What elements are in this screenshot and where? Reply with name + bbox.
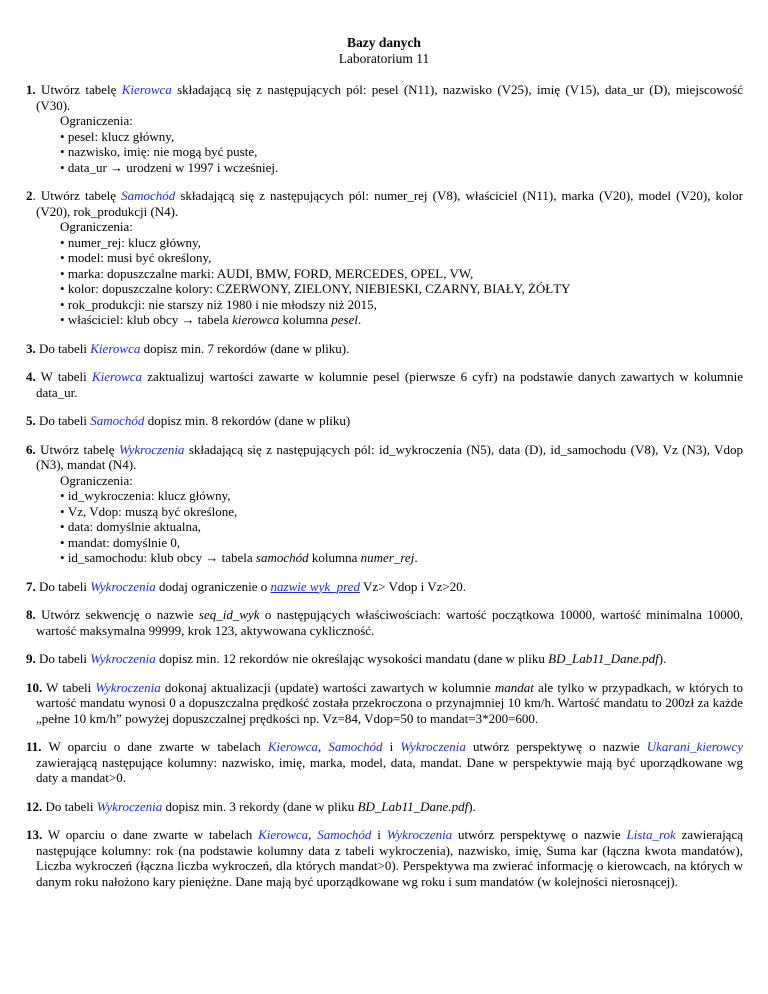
- task-number: 13.: [26, 827, 43, 842]
- constraint-item: • pesel: klucz główny,: [60, 129, 743, 145]
- constraint-item: • rok_produkcji: nie starszy niż 1980 i nie młodszy niż 2015,: [60, 297, 743, 313]
- task-number: 5.: [26, 413, 36, 428]
- task-8: [26, 607, 743, 638]
- text: id_samochodu: klub obcy → tabela: [67, 550, 256, 565]
- text: ,: [317, 739, 329, 754]
- table-name: Wykroczenia: [90, 651, 156, 666]
- text: kolumna: [308, 550, 361, 565]
- text: Utwórz tabelę: [35, 82, 122, 97]
- text: i: [382, 739, 401, 754]
- text: ).: [468, 798, 476, 814]
- text: kierowca: [232, 312, 280, 327]
- text: Do tabeli: [35, 578, 91, 594]
- table-name: Wykroczenia: [95, 679, 161, 695]
- constraints-label: Ograniczenia:: [60, 113, 133, 128]
- text: Do tabeli: [35, 651, 91, 666]
- table-name: Samochód: [121, 188, 176, 203]
- task-6: [26, 442, 743, 566]
- file-name: BD_Lab11_Dane.pdf: [357, 798, 469, 814]
- task-number: 10.: [26, 679, 43, 695]
- task-5-text: [26, 413, 743, 429]
- constraint-item: [60, 550, 743, 566]
- text: składającą się z następujących pól: numer_rej (V8), właściciel (N11), marka (V20), model (V20), kolor (V20), rok_produkcji (N4).: [36, 188, 743, 219]
- task-10: [26, 680, 743, 727]
- table-name: Kierowca: [90, 340, 141, 356]
- task-number: 12.: [26, 798, 43, 814]
- task-5: [26, 413, 743, 429]
- task-number: 9.: [26, 651, 36, 666]
- task-number: 1.: [26, 82, 36, 97]
- text: W tabeli: [35, 369, 92, 384]
- task-number: 4.: [26, 369, 36, 384]
- text: .: [414, 550, 418, 565]
- table-name: Wykroczenia: [96, 798, 163, 814]
- text: Vz> Vdop i Vz>20.: [359, 578, 466, 594]
- constraint-item: • marka: dopuszczalne marki: AUDI, BMW, FORD, MERCEDES, OPEL, VW,: [60, 266, 743, 282]
- constraint-item: • nazwisko, imię: nie mogą być puste,: [60, 144, 743, 160]
- text: ale tylko w przypadkach, w których to wartość mandatu wynosi 0 a dopuszczalna prędkość została przekroczona o przynajmniej 10 km/h. Wartość mandatu to 200zł za każde „pełne 10 km/h” powyżej dopuszczalnej prędkości np. Vz=84, Vdop=50 to mandat=3*200=600.: [36, 679, 743, 726]
- task-9-text: [26, 651, 743, 667]
- text: zawierającą następujące kolumny: nazwisko, imię, marka, model, data, mandat. Dane w perspektywie mają być uporządkowane wg daty a mandat>0.: [36, 754, 743, 785]
- task-8-text: [26, 607, 743, 638]
- text: . Utwórz tabelę: [32, 188, 122, 203]
- text: dopisz min. 8 rekordów (dane w pliku): [144, 413, 351, 428]
- task-4-text: [26, 369, 743, 400]
- text: Do tabeli: [35, 340, 91, 356]
- constraint-item: • model: musi być określony,: [60, 250, 743, 266]
- view-name: Lista_rok: [626, 827, 676, 842]
- text: zawierającą następujące kolumny: rok (na podstawie kolumny data z tabeli wykroczenia), nazwisko, imię, Suma kar (łączna kwota mandatów), Liczba wykroczeń (łączna liczba wykroczeń, dla których mandat>0). Perspektywa ma zwierać informację o kierowcach, na których w danym roku nałożono kary pieniężne. Dane mają być uporządkowane wg roku i sum mandatów (w kolejności nierosnącej).: [36, 827, 743, 889]
- task-number: 6.: [26, 441, 36, 457]
- constraints: [60, 219, 743, 328]
- table-name: Kierowca: [267, 739, 318, 754]
- table-name: Samochód: [90, 413, 145, 428]
- constraints: [60, 113, 743, 175]
- task-number: 2: [26, 188, 33, 203]
- document-title: Bazy danych: [347, 35, 421, 50]
- constraint-name: nazwie wyk_pred: [270, 578, 360, 594]
- task-10-text: [26, 680, 743, 727]
- task-3: [26, 341, 743, 357]
- text: utwórz perspektywę o nazwie: [465, 739, 647, 754]
- text: numer_rej: [360, 550, 415, 565]
- text: W oparciu o dane zwarte w tabelach: [42, 827, 259, 842]
- document-subtitle: Laboratorium 11: [338, 51, 430, 66]
- task-number: 8.: [26, 607, 36, 622]
- table-name: Wykroczenia: [386, 827, 453, 842]
- table-name: Kierowca: [121, 82, 172, 97]
- task-3-text: [26, 341, 743, 357]
- text: zaktualizuj wartości zawarte w kolumnie pesel (pierwsze 6 cyfr) na podstawie danych zawartych w kolumnie data_ur.: [36, 369, 743, 400]
- text: pesel: [331, 312, 358, 327]
- text: o następujących właściwościach: wartość początkowa 10000, wartość minimalna 10000, wartość maksymalna 99999, krok 123, aktywowana cykliczność.: [36, 607, 743, 638]
- constraint-item: • numer_rej: klucz główny,: [60, 235, 743, 251]
- constraint-item: • id_wykroczenia: klucz główny,: [60, 488, 743, 504]
- table-name: Samochód: [328, 739, 383, 754]
- task-1-text: [26, 82, 743, 113]
- text: samochód: [255, 550, 309, 565]
- constraint-item: • mandat: domyślnie 0,: [60, 535, 743, 551]
- text: dokonaj aktualizacji (update) wartości zawartych w kolumnie: [160, 679, 495, 695]
- text: dopisz min. 7 rekordów (dane w pliku).: [140, 340, 350, 356]
- table-name: Wykroczenia: [118, 441, 185, 457]
- text: dopisz min. 12 rekordów nie określając wysokości mandatu (dane w pliku: [155, 651, 549, 666]
- view-name: Ukarani_kierowcy: [646, 739, 744, 754]
- text: ,: [308, 827, 318, 842]
- column-name: mandat: [494, 679, 534, 695]
- text: W tabeli: [42, 679, 96, 695]
- task-11: [26, 739, 743, 786]
- text: składającą się z następujących pól: pesel (N11), nazwisko (V25), imię (V15), data_ur (D), miejscowość (V30).: [36, 82, 743, 113]
- constraint-item: • Vz, Vdop: muszą być określone,: [60, 504, 743, 520]
- task-13-text: [26, 827, 743, 889]
- task-list: [26, 82, 743, 902]
- text: i: [371, 827, 387, 842]
- constraint-item: • data: domyślnie aktualna,: [60, 519, 743, 535]
- file-name: BD_Lab11_Dane.pdf: [548, 651, 659, 666]
- task-7: [26, 579, 743, 595]
- task-13: [26, 827, 743, 889]
- table-name: Wykroczenia: [400, 739, 466, 754]
- task-11-text: [26, 739, 743, 786]
- text: Do tabeli: [35, 413, 91, 428]
- task-2-text: [26, 188, 743, 219]
- text: .: [357, 312, 362, 327]
- constraints: [60, 473, 743, 566]
- task-number: 3.: [26, 340, 36, 356]
- text: dodaj ograniczenie o: [155, 578, 271, 594]
- constraints-label: Ograniczenia:: [60, 472, 133, 488]
- text: ).: [658, 651, 667, 666]
- text: Do tabeli: [42, 798, 97, 814]
- task-7-text: [26, 579, 743, 595]
- text: utwórz perspektywę o nazwie: [452, 827, 627, 842]
- text: Utwórz sekwencję o nazwie: [35, 607, 199, 622]
- constraint-item: • data_ur → urodzeni w 1997 i wcześniej.: [60, 160, 743, 176]
- text: W oparciu o dane zwarte w tabelach: [41, 739, 268, 754]
- text: kolumna: [279, 312, 332, 327]
- task-4: [26, 369, 743, 400]
- text: dopisz min. 3 rekordy (dane w pliku: [162, 798, 358, 814]
- task-12: [26, 799, 743, 815]
- table-name: Wykroczenia: [90, 578, 156, 594]
- task-number: 7.: [26, 578, 36, 594]
- task-2: [26, 188, 743, 328]
- task-9: [26, 651, 743, 667]
- table-name: Samochód: [317, 827, 372, 842]
- text: składającą się z następujących pól: id_wykroczenia (N5), data (D), id_samochodu (V8), Vz (N3), Vdop (N3), mandat (N4).: [36, 441, 743, 472]
- text: Utwórz tabelę: [35, 441, 119, 457]
- task-6-text: [26, 442, 743, 473]
- table-name: Kierowca: [258, 827, 309, 842]
- constraints-label: Ograniczenia:: [60, 219, 133, 234]
- constraint-item: [60, 312, 743, 328]
- task-number: 11.: [26, 739, 42, 754]
- task-1: [26, 82, 743, 175]
- table-name: Kierowca: [91, 369, 143, 384]
- task-12-text: [26, 799, 743, 815]
- sequence-name: seq_id_wyk: [198, 607, 260, 622]
- text: właściciel: klub obcy → tabela: [67, 312, 233, 327]
- constraint-item: • kolor: dopuszczalne kolory: CZERWONY, ZIELONY, NIEBIESKI, CZARNY, BIAŁY, ŻÓŁTY: [60, 281, 743, 297]
